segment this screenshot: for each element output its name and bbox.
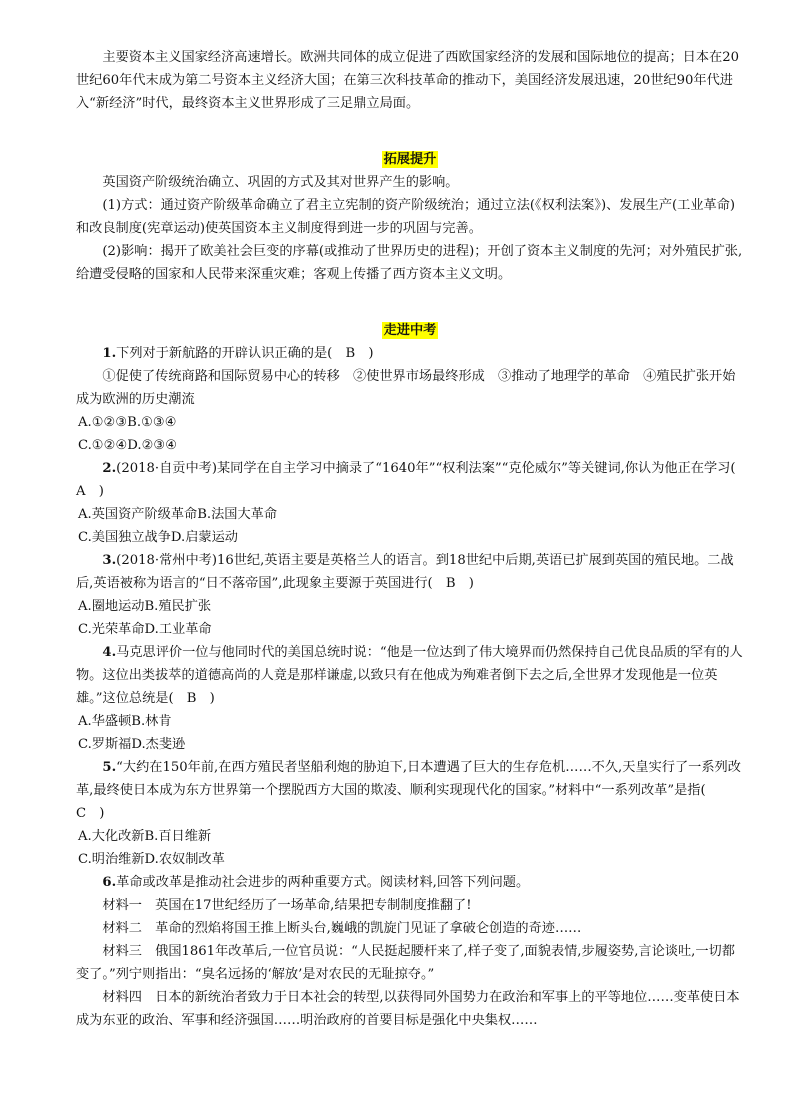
question-5-options-cd: C.明治维新D.农奴制改革 bbox=[78, 852, 225, 867]
question-6-material-3: 材料三 俄国1861年改革后,一位官员说：“人民挺起腰杆来了,样子变了,面貌表情,步履姿势,言论谈吐,一切都变了。”列宁则指出：“臭名远扬的‘解放’是对农民的无耻掠夺。” bbox=[76, 944, 735, 982]
extension-lead: 英国资产阶级统治确立、巩固的方式及其对世界产生的影响。 bbox=[102, 175, 459, 190]
extension-point-1: (1)方式：通过资产阶级革命确立了君主立宪制的资产阶级统治；通过立法(《权利法案》)、发展生产(工业革命)和改良制度(宪章运动)使英国资本主义制度得到进一步的巩固与完善。 bbox=[76, 198, 736, 236]
question-1-statements: ①促使了传统商路和国际贸易中心的转移 ②使世界市场最终形成 ③推动了地理学的革命 ④殖民扩张开始成为欧洲的历史潮流 bbox=[76, 369, 736, 407]
question-4-options-cd: C.罗斯福D.杰斐逊 bbox=[78, 737, 186, 752]
question-2-options-ab: A.英国资产阶级革命B.法国大革命 bbox=[78, 507, 278, 522]
question-1-options-cd: C.①②④D.②③④ bbox=[78, 438, 178, 453]
question-4-stem: 4.马克思评价一位与他同时代的美国总统时说：“他是一位达到了伟大境界而仍然保持自己优良品质的罕有的人物。这位出类拔萃的道德高尚的人竟是那样谦虚,以致只有在他成为殉难者倒下去之后,全世界才发现他是一位英雄。”这位总统是( B ) bbox=[76, 645, 743, 706]
question-6-material-2: 材料二 革命的烈焰将国王推上断头台,巍峨的凯旋门见证了拿破仑创造的奇迹…… bbox=[102, 921, 582, 936]
extension-heading: 拓展提升 bbox=[383, 152, 437, 167]
question-6-material-4: 材料四 日本的新统治者致力于日本社会的转型,以获得同外国势力在政治和军事上的平等地位……变革使日本成为东亚的政治、军事和经济强国……明治政府的首要目标是强化中央集权…… bbox=[76, 990, 740, 1028]
question-1-stem: 1.下列对于新航路的开辟认识正确的是( B ) bbox=[102, 346, 374, 361]
question-5-options-ab: A.大化改新B.百日维新 bbox=[78, 829, 212, 844]
question-6-stem: 6.革命或改革是推动社会进步的两种重要方式。阅读材料,回答下列问题。 bbox=[102, 875, 530, 890]
question-5-stem: 5.“大约在150年前,在西方殖民者坚船利炮的胁迫下,日本遭遇了巨大的生存危机……不久,天皇实行了一系列改革,最终使日本成为东方世界第一个摆脱西方大国的欺凌、顺利实现现代化的国家。”材料中“一系列改革”是指( C ) bbox=[76, 760, 741, 821]
question-1-options-ab: A.①②③B.①③④ bbox=[78, 415, 177, 430]
question-4-options-ab: A.华盛顿B.林肯 bbox=[78, 714, 172, 729]
intro-paragraph: 主要资本主义国家经济高速增长。欧洲共同体的成立促进了西欧国家经济的发展和国际地位的提高；日本在20世纪60年代末成为第二号资本主义经济大国；在第三次科技革命的推动下，美国经济发展迅速，20世纪90年代进入“新经济”时代，最终资本主义世界形成了三足鼎立局面。 bbox=[76, 50, 739, 111]
question-3-stem: 3.(2018·常州中考)16世纪,英语主要是英格兰人的语言。到18世纪中后期,英语已扩展到英国的殖民地。二战后,英语被称为语言的“日不落帝国”,此现象主要源于英国进行( B ) bbox=[76, 553, 734, 591]
question-2-options-cd: C.美国独立战争D.启蒙运动 bbox=[78, 530, 238, 545]
question-3-options-ab: A.圈地运动B.殖民扩张 bbox=[78, 599, 212, 614]
extension-point-2: (2)影响：揭开了欧美社会巨变的序幕(或推动了世界历史的进程)；开创了资本主义制度的先河；对外殖民扩张,给遭受侵略的国家和人民带来深重灾难；客观上传播了西方资本主义文明。 bbox=[76, 244, 743, 282]
question-2-stem: 2.(2018·自贡中考)某同学在自主学习中摘录了“1640年”“权利法案”“克伦威尔”等关键词,你认为他正在学习( A ) bbox=[76, 461, 749, 499]
question-3-options-cd: C.光荣革命D.工业革命 bbox=[78, 622, 212, 637]
question-6-material-1: 材料一 英国在17世纪经历了一场革命,结果把专制制度推翻了! bbox=[102, 898, 472, 913]
exam-heading: 走进中考 bbox=[383, 323, 437, 338]
